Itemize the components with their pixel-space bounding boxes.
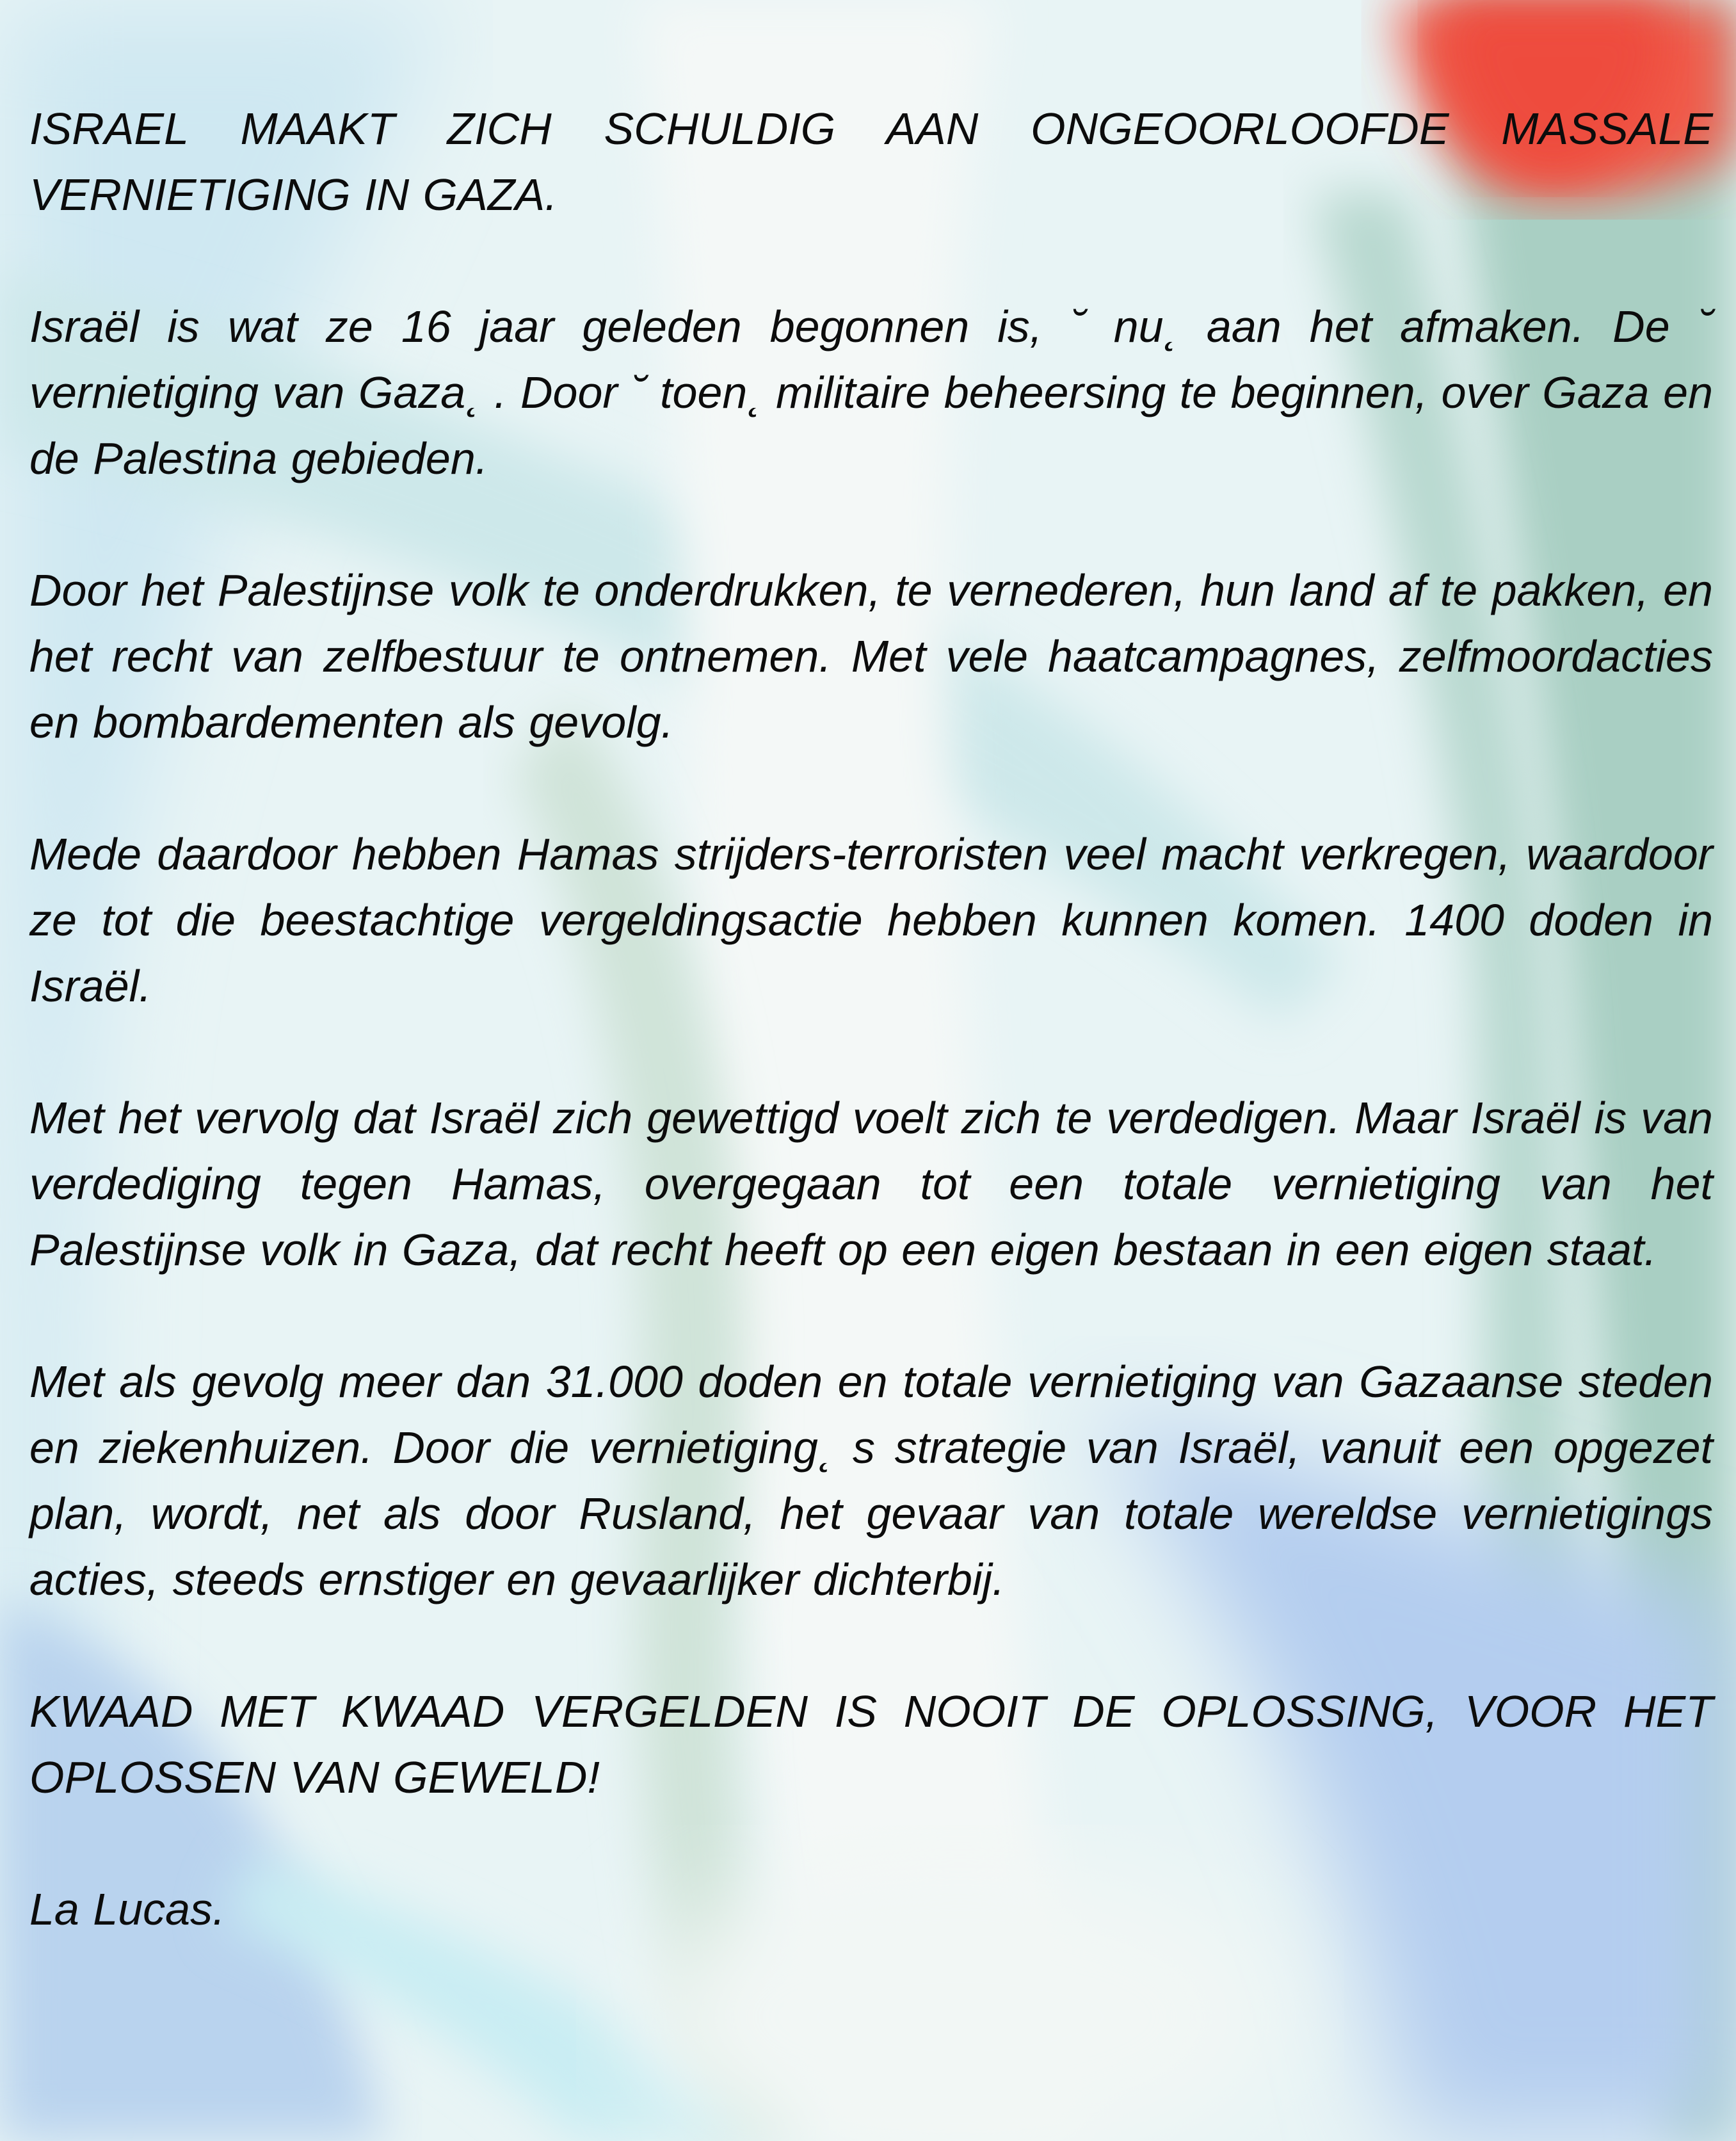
- paragraph-1: Israël is wat ze 16 jaar geleden begonnen is, ˘ nu˛ aan het afmaken. De ˘ vernietiging van Gaza˛ . Door ˘ toen˛ militaire beheersing te beginnen, over Gaza en de Palestina gebieden.: [29, 302, 1713, 483]
- paragraph-4: Met het vervolg dat Israël zich gewettigd voelt zich te verdedigen. Maar Israël is van verdediging tegen Hamas, overgegaan tot een totale vernietiging van het Palestijnse volk in Gaza, dat recht heeft op een eigen bestaan in een eigen staat.: [29, 1093, 1713, 1275]
- letter-body: [29, 96, 1713, 1943]
- paragraph-5: Met als gevolg meer dan 31.000 doden en totale vernietiging van Gazaanse steden en ziekenhuizen. Door die vernietiging˛ s strategie van Israël, vanuit een opgezet plan, wordt, net als door Rusland, het gevaar van totale wereldse vernietigings acties, steeds ernstiger en gevaarlijker dichterbij.: [29, 1357, 1713, 1604]
- paragraph-3: Mede daardoor hebben Hamas strijders-terroristen veel macht verkregen, waardoor ze tot die beestachtige vergeldingsactie hebben kunnen komen. 1400 doden in Israël.: [29, 829, 1713, 1011]
- signature-text: La Lucas.: [29, 1884, 225, 1934]
- closing-statement: KWAAD MET KWAAD VERGELDEN IS NOOIT DE OPLOSSING, VOOR HET OPLOSSEN VAN GEWELD!: [29, 1686, 1713, 1802]
- heading-paragraph: ISRAEL MAAKT ZICH SCHULDIG AAN ONGEOORLOOFDE MASSALE VERNIETIGING IN GAZA.: [29, 104, 1713, 220]
- paragraph-2: Door het Palestijnse volk te onderdrukken, te vernederen, hun land af te pakken, en het recht van zelfbestuur te ontnemen. Met vele haatcampagnes, zelfmoordacties en bombardementen als gevolg.: [29, 565, 1713, 747]
